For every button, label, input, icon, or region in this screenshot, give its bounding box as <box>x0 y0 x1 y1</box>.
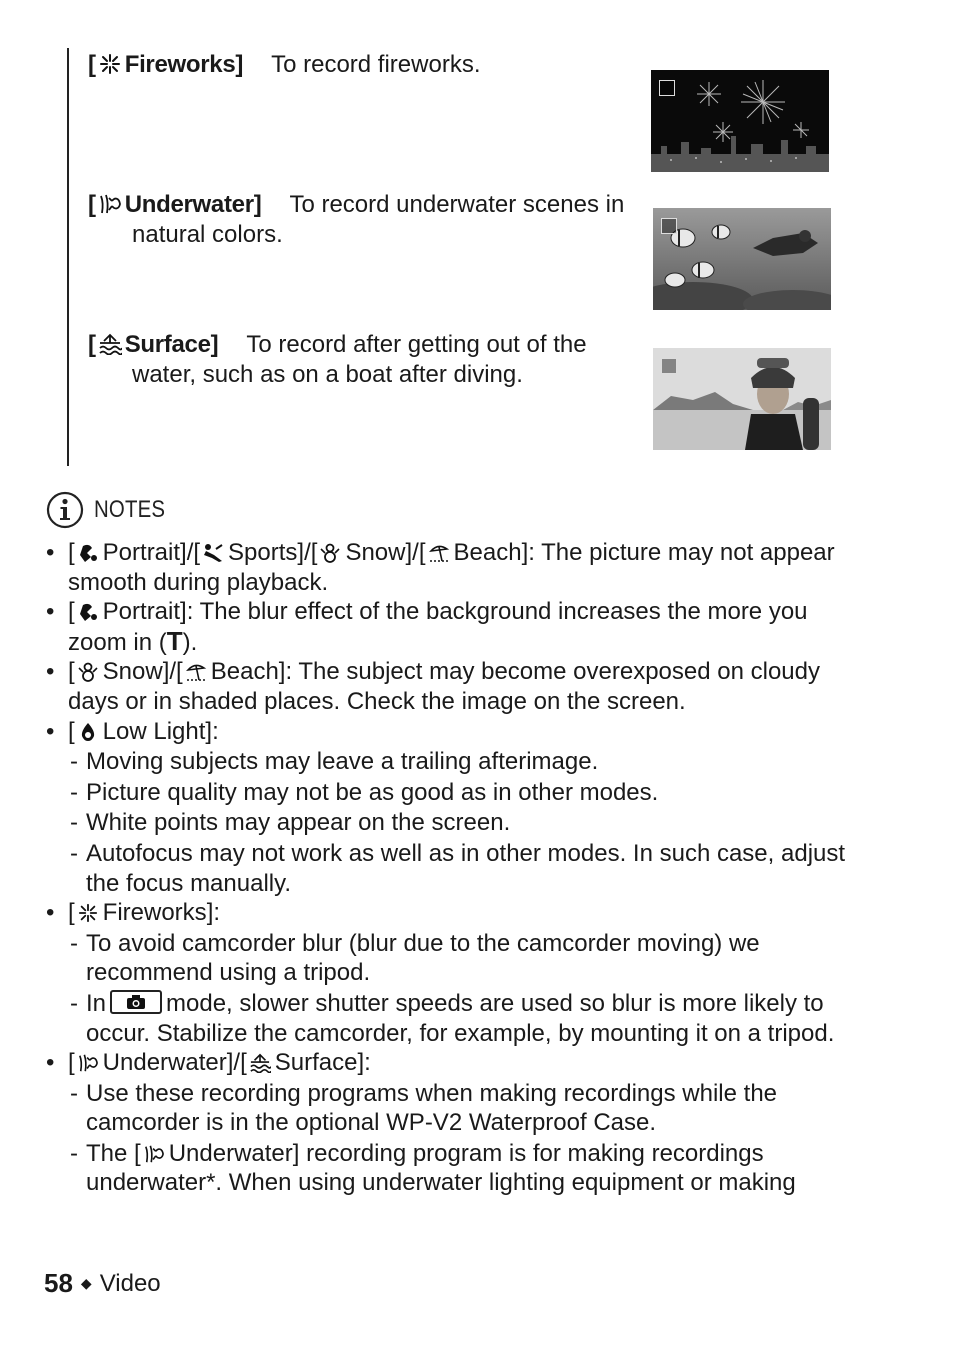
note-subitem: - White points may appear on the screen. <box>46 808 866 838</box>
fireworks-icon <box>77 903 99 923</box>
mode-description-cont: natural colors. <box>132 221 283 248</box>
mode-name: [ Surface] <box>88 331 219 358</box>
surface-photo <box>653 348 831 450</box>
section-name: Video <box>99 1269 161 1297</box>
tele-symbol: T <box>166 625 183 656</box>
note-item: • [ Underwater]/[ Surface]: <box>46 1048 866 1078</box>
scene-mode-badge <box>659 80 675 96</box>
scene-mode-badge <box>661 218 677 234</box>
snow-icon <box>77 662 99 682</box>
sports-icon <box>202 543 224 563</box>
mode-underwater <box>88 190 624 250</box>
note-item: • [ Portrait]: The blur effect of the background increases the more you zoom in (T). <box>46 597 866 657</box>
underwater-icon <box>98 193 122 215</box>
diamond-icon: ◆ <box>80 1275 92 1291</box>
note-item: • [ Snow]/[ Beach]: The subject may become overexposed on cloudy days or in shaded places. Check the image on the screen. <box>46 657 866 716</box>
note-subitem: - Autofocus may not work as well as in other modes. In such case, adjust the focus manually. <box>46 839 866 898</box>
mode-name: [ Underwater] <box>88 191 262 218</box>
mode-description: To record after getting out of the <box>246 331 587 358</box>
note-subitem: - In mode, slower shutter speeds are used so blur is more likely to occur. Stabilize the camcorder, for example, by mounting it on a tripod. <box>46 989 866 1048</box>
fireworks-icon <box>98 53 122 75</box>
note-item: • [ Portrait]/[ Sports]/[ Snow]/[ Beach]: The picture may not appear smooth during playback. <box>46 538 866 597</box>
margin-rule <box>67 48 69 466</box>
note-item: • [ Fireworks]: <box>46 898 866 928</box>
fireworks-photo <box>651 70 829 172</box>
mode-name: [ Fireworks] <box>88 51 244 78</box>
underwater-icon <box>143 1144 165 1164</box>
portrait-icon <box>77 602 99 622</box>
mode-description: To record fireworks. <box>271 51 481 78</box>
scene-mode-badge <box>661 358 677 374</box>
mode-surface <box>88 330 587 390</box>
note-subitem: - Use these recording programs when making recordings while the camcorder is in the optional WP-V2 Waterproof Case. <box>46 1079 866 1138</box>
note-subitem: - To avoid camcorder blur (blur due to the camcorder moving) we recommend using a tripod. <box>46 929 866 988</box>
snow-icon <box>319 543 341 563</box>
underwater-photo <box>653 208 831 310</box>
notes-header <box>46 490 178 530</box>
camera-mode-icon <box>110 990 162 1014</box>
notes-list <box>46 538 866 1198</box>
notes-title: NOTES <box>94 496 166 523</box>
low-light-icon <box>77 722 99 742</box>
note-subitem: - Picture quality may not be as good as in other modes. <box>46 778 866 808</box>
surface-icon <box>98 333 122 355</box>
page-number: 58 <box>44 1268 73 1298</box>
portrait-icon <box>77 543 99 563</box>
note-subitem: - Moving subjects may leave a trailing afterimage. <box>46 747 866 777</box>
surface-icon <box>249 1053 271 1073</box>
info-icon <box>46 491 84 529</box>
mode-fireworks <box>88 50 480 80</box>
beach-icon <box>428 543 450 563</box>
beach-icon <box>185 662 207 682</box>
note-item: • [ Low Light]: <box>46 717 866 747</box>
page-footer <box>44 1268 161 1299</box>
mode-description: To record underwater scenes in <box>289 191 625 218</box>
mode-description-cont: water, such as on a boat after diving. <box>132 361 523 388</box>
note-subitem: - The [ Underwater] recording program is for making recordings underwater*. When using underwater lighting equipment or making <box>46 1139 866 1198</box>
underwater-icon <box>77 1053 99 1073</box>
